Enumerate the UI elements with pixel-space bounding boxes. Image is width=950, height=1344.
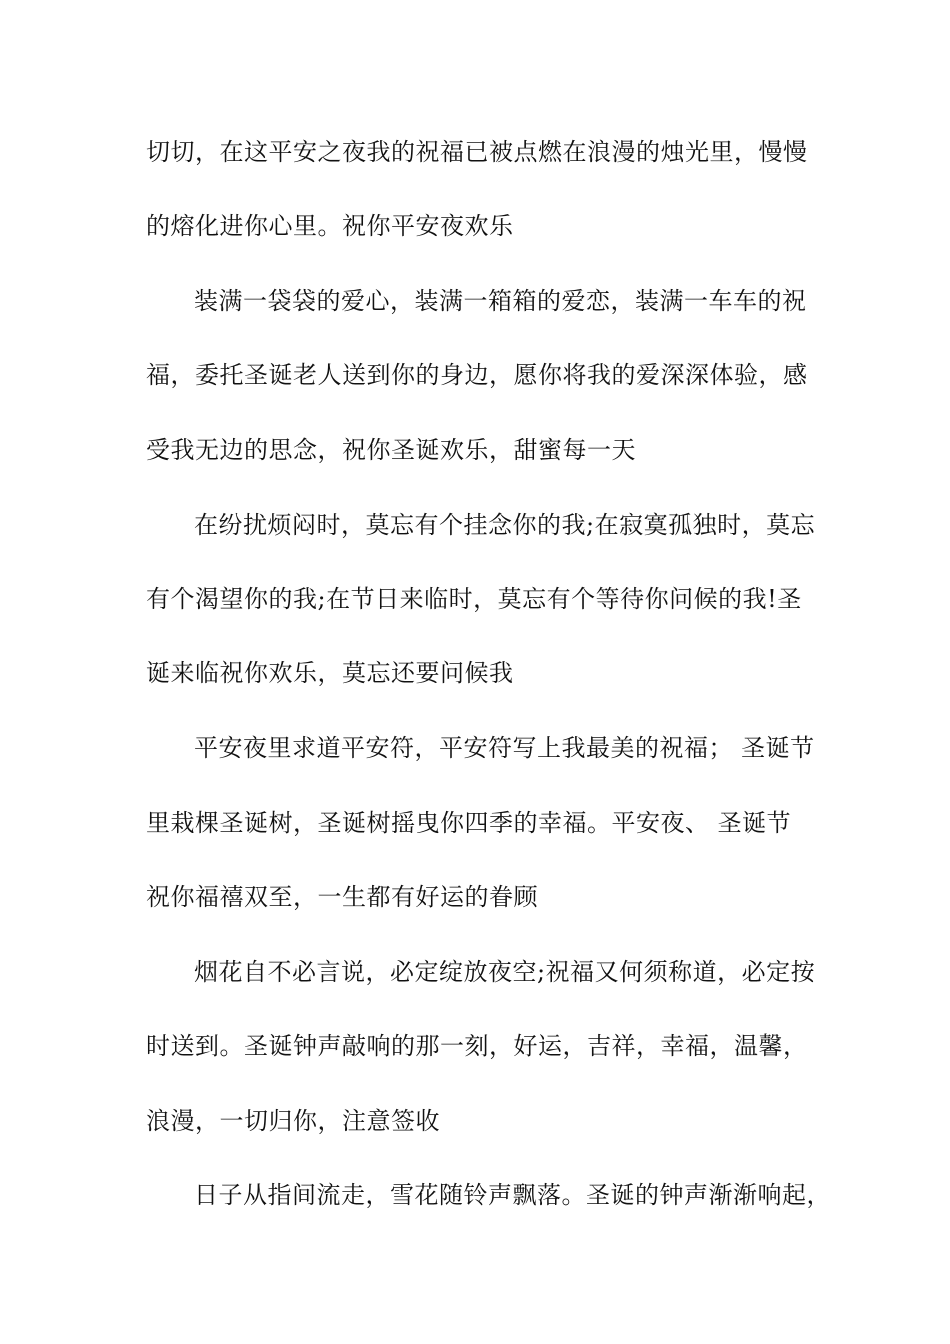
text-line: 切切，在这平安之夜我的祝福已被点燃在浪漫的烛光里，慢慢 <box>146 138 808 166</box>
text-line: 祝你福禧双至，一生都有好运的眷顾 <box>146 883 538 911</box>
paragraph-first-line: 装满一袋袋的爱心，装满一箱箱的爱恋，装满一车车的祝 <box>194 287 807 315</box>
paragraph-first-line: 平安夜里求道平安符，平安符写上我最美的祝福； 圣诞节 <box>194 734 815 762</box>
text-line: 诞来临祝你欢乐，莫忘还要问候我 <box>146 659 514 687</box>
text-line: 时送到。圣诞钟声敲响的那一刻，好运，吉祥，幸福，温馨， <box>146 1032 808 1060</box>
paragraph-first-line: 日子从指间流走，雪花随铃声飘落。圣诞的钟声渐渐响起， <box>194 1181 831 1209</box>
text-line: 的熔化进你心里。祝你平安夜欢乐 <box>146 212 514 240</box>
paragraph-first-line: 在纷扰烦闷时，莫忘有个挂念你的我;在寂寞孤独时，莫忘 <box>194 511 816 539</box>
text-line: 受我无边的思念，祝你圣诞欢乐，甜蜜每一天 <box>146 436 636 464</box>
text-line: 有个渴望你的我;在节日来临时，莫忘有个等待你问候的我!圣 <box>146 585 802 613</box>
paragraph-first-line: 烟花自不必言说，必定绽放夜空;祝福又何须称道，必定按 <box>194 958 816 986</box>
text-line: 里栽棵圣诞树，圣诞树摇曳你四季的幸福。平安夜、 圣诞节 <box>146 809 792 837</box>
text-line: 福，委托圣诞老人送到你的身边，愿你将我的爱深深体验，感 <box>146 361 808 389</box>
text-line: 浪漫，一切归你，注意签收 <box>146 1107 440 1135</box>
